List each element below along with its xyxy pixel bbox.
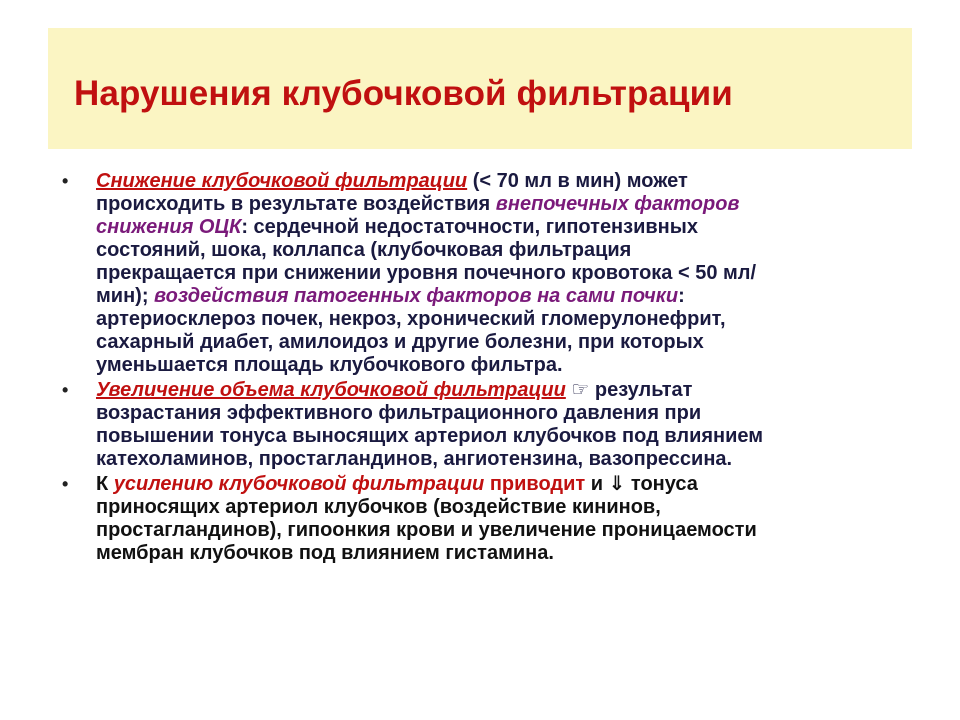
- bullet-item-decrease: [62, 170, 912, 377]
- text-fragment: и ⇓ тонуса: [585, 473, 698, 495]
- bullet-line: [96, 285, 912, 308]
- heading-decrease-filtration: Снижение клубочковой фильтрации: [96, 170, 468, 192]
- bullet-line: [96, 216, 912, 239]
- bullet-line: приносящих артериол клубочков (воздействие кининов,: [96, 496, 661, 518]
- heading-increase-filtration: Увеличение объема клубочковой фильтрации: [96, 379, 566, 401]
- bullet-line: состояний, шока, коллапса (клубочковая фильтрация: [96, 239, 632, 261]
- bullet-line: простагландинов), гипоонкия крови и увеличение проницаемости: [96, 519, 757, 541]
- pointing-hand-icon: ☞: [565, 379, 595, 401]
- bullet-line: катехоламинов, простагландинов, ангиотензина, вазопрессина.: [96, 448, 733, 470]
- bullet-marker: •: [62, 474, 69, 494]
- bullet-item-increase: [62, 379, 912, 471]
- text-fragment: :: [678, 285, 685, 307]
- bullet-marker: •: [62, 171, 69, 191]
- text-fragment: (< 70 мл в мин) может: [467, 170, 688, 192]
- term-pathogenic-factors: воздействия патогенных факторов на сами почки: [154, 285, 679, 307]
- text-fragment: К: [96, 473, 114, 495]
- bullet-item-enhancement: [62, 473, 912, 565]
- title-banner: [48, 28, 912, 149]
- bullet-list: [62, 170, 912, 565]
- text-fragment: происходить в результате воздействия: [96, 193, 496, 215]
- bullet-line: сахарный диабет, амилоидоз и другие болезни, при которых: [96, 331, 704, 353]
- bullet-marker: •: [62, 380, 69, 400]
- bullet-line: [96, 379, 912, 402]
- slide-title: Нарушения клубочковой фильтрации: [74, 74, 733, 113]
- bullet-line: возрастания эффективного фильтрационного давления при: [96, 402, 702, 424]
- bullet-line: [96, 473, 912, 496]
- bullet-line: артериосклероз почек, некроз, хронический гломерулонефрит,: [96, 308, 726, 330]
- bullet-line: повышении тонуса выносящих артериол клубочков под влиянием: [96, 425, 764, 447]
- text-fragment: мин);: [96, 285, 155, 307]
- bullet-line: [96, 193, 912, 216]
- text-fragment: : сердечной недостаточности, гипотензивных: [241, 216, 698, 238]
- text-fragment-leads: приводит: [484, 473, 586, 495]
- bullet-line: прекращается при снижении уровня почечного кровотока < 50 мл/: [96, 262, 757, 284]
- term-volume-reduction: снижения ОЦК: [96, 216, 242, 238]
- term-extrarenal-factors: внепочечных факторов: [495, 193, 740, 215]
- text-fragment: результат: [594, 379, 693, 401]
- bullet-line: мембран клубочков под влиянием гистамина.: [96, 542, 554, 564]
- bullet-line: уменьшается площадь клубочкового фильтра.: [96, 354, 563, 376]
- term-enhanced-filtration: усилению клубочковой фильтрации: [113, 473, 485, 495]
- bullet-line: [96, 170, 912, 193]
